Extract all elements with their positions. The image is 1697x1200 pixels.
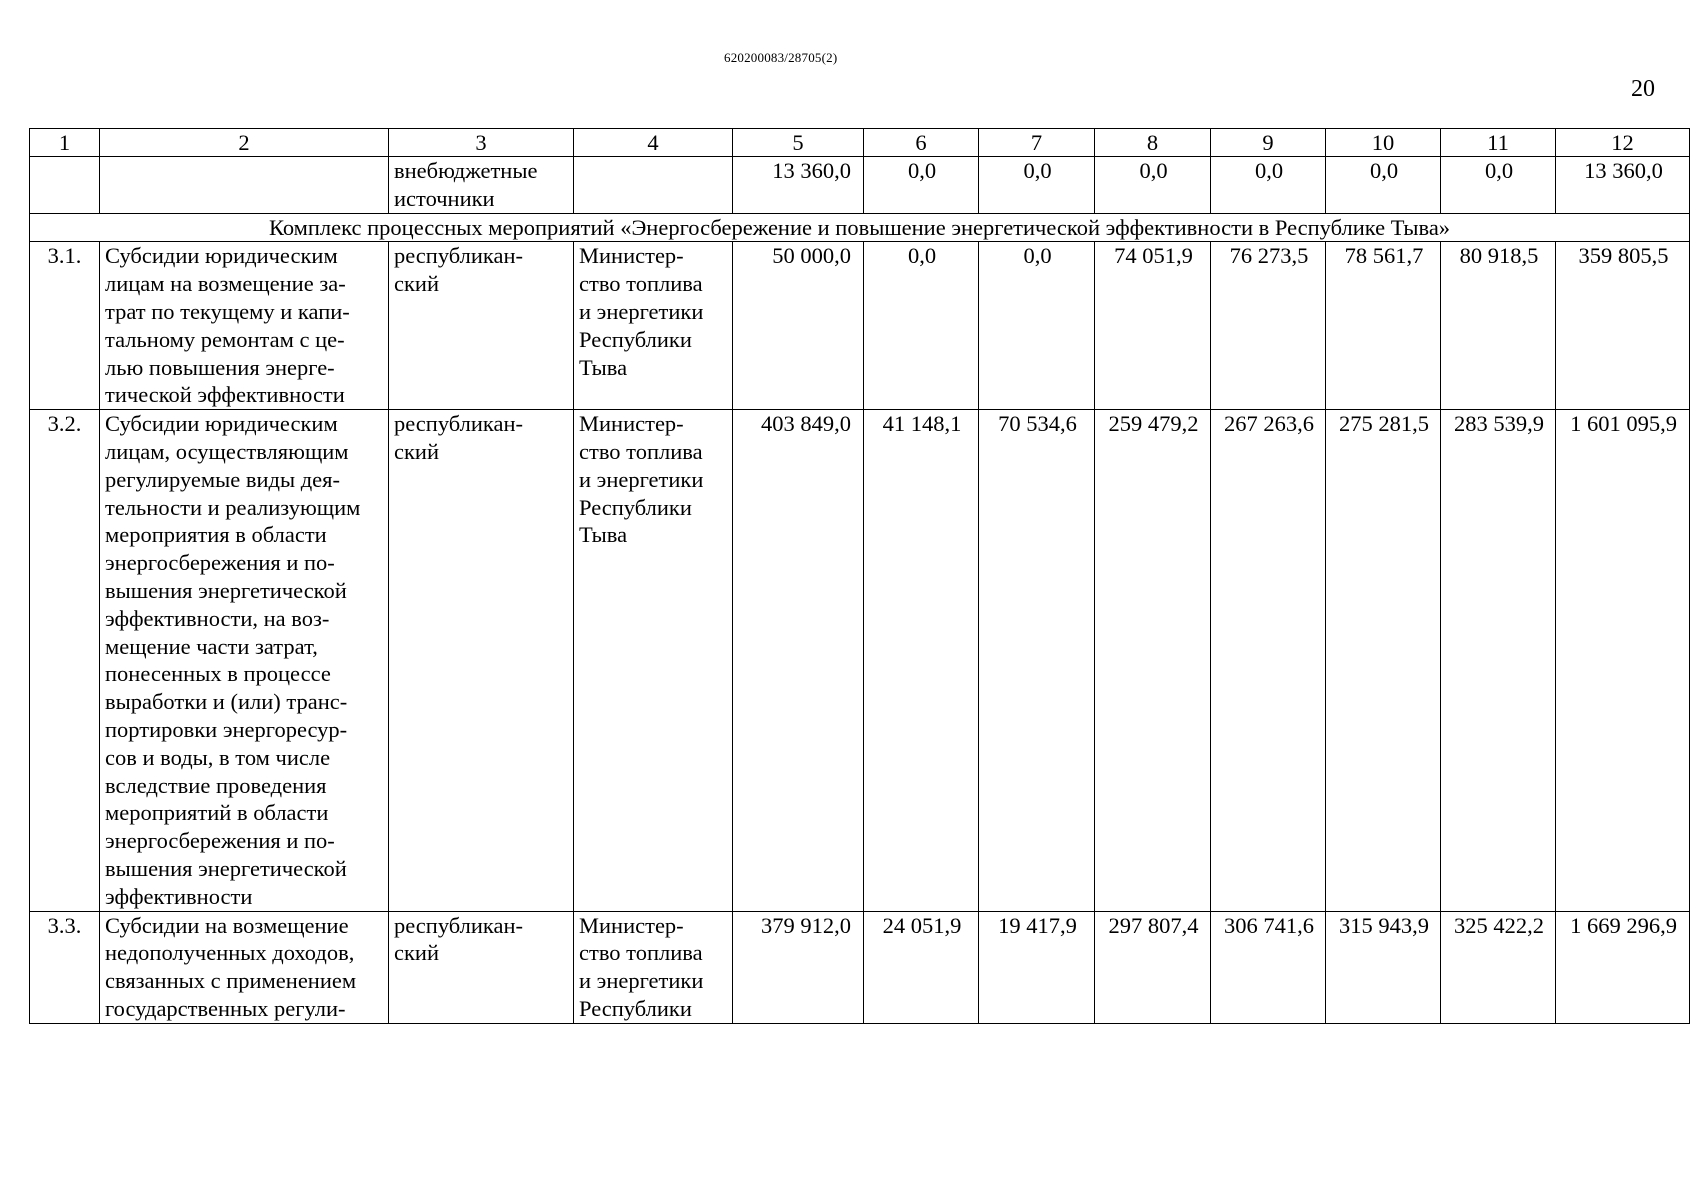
value-cell: 24 051,9 — [864, 911, 979, 1023]
table-row — [30, 157, 1690, 214]
value-cell: 403 849,0 — [733, 410, 864, 911]
value-cell: 13 360,0 — [1556, 157, 1690, 214]
activity-name-cell — [100, 157, 389, 214]
value-cell: 80 918,5 — [1441, 242, 1556, 410]
column-number: 12 — [1556, 129, 1690, 157]
value-cell: 70 534,6 — [979, 410, 1095, 911]
value-cell: 0,0 — [1326, 157, 1441, 214]
value-cell: 259 479,2 — [1095, 410, 1211, 911]
value-cell: 0,0 — [979, 242, 1095, 410]
column-number: 8 — [1095, 129, 1211, 157]
value-cell: 76 273,5 — [1211, 242, 1326, 410]
section-row — [30, 213, 1690, 242]
value-cell: 41 148,1 — [864, 410, 979, 911]
table-row — [30, 242, 1690, 410]
value-cell: 0,0 — [1095, 157, 1211, 214]
value-cell: 78 561,7 — [1326, 242, 1441, 410]
value-cell: 0,0 — [1211, 157, 1326, 214]
value-cell: 359 805,5 — [1556, 242, 1690, 410]
budget-table — [29, 128, 1690, 1024]
value-cell: 315 943,9 — [1326, 911, 1441, 1023]
value-cell: 306 741,6 — [1211, 911, 1326, 1023]
column-number: 2 — [100, 129, 389, 157]
value-cell: 297 807,4 — [1095, 911, 1211, 1023]
row-number-cell: 3.2. — [30, 410, 100, 911]
value-cell: 0,0 — [864, 157, 979, 214]
activity-name-cell: Субсидии на возмещение недополученных доходов, связанных с применением государственных регули- — [100, 911, 389, 1023]
funding-source-cell: республикан- ский — [389, 410, 574, 911]
funding-source-cell: республикан- ский — [389, 911, 574, 1023]
column-number: 11 — [1441, 129, 1556, 157]
column-number-row — [30, 129, 1690, 157]
value-cell: 0,0 — [979, 157, 1095, 214]
table-row — [30, 911, 1690, 1023]
table-row — [30, 410, 1690, 911]
value-cell: 267 263,6 — [1211, 410, 1326, 911]
section-title: Комплекс процессных мероприятий «Энергосбережение и повышение энергетической эффективности в Республике Тыва» — [30, 213, 1690, 242]
column-number: 9 — [1211, 129, 1326, 157]
column-number: 1 — [30, 129, 100, 157]
executor-cell — [574, 157, 733, 214]
value-cell: 74 051,9 — [1095, 242, 1211, 410]
row-number-cell: 3.3. — [30, 911, 100, 1023]
executor-cell: Министер- ство топлива и энергетики Республики Тыва — [574, 410, 733, 911]
funding-source-cell: внебюджетные источники — [389, 157, 574, 214]
value-cell: 379 912,0 — [733, 911, 864, 1023]
activity-name-cell: Субсидии юридическим лицам на возмещение за- трат по текущему и капи- тальному ремонтам с це- лью повышения энерге- тической эффективности — [100, 242, 389, 410]
value-cell: 19 417,9 — [979, 911, 1095, 1023]
column-number: 3 — [389, 129, 574, 157]
column-number: 10 — [1326, 129, 1441, 157]
document-id: 620200083/28705(2) — [724, 50, 838, 65]
column-number: 6 — [864, 129, 979, 157]
value-cell: 0,0 — [864, 242, 979, 410]
executor-cell: Министер- ство топлива и энергетики Республики Тыва — [574, 242, 733, 410]
value-cell: 325 422,2 — [1441, 911, 1556, 1023]
value-cell: 13 360,0 — [733, 157, 864, 214]
column-number: 5 — [733, 129, 864, 157]
column-number: 7 — [979, 129, 1095, 157]
value-cell: 283 539,9 — [1441, 410, 1556, 911]
column-number: 4 — [574, 129, 733, 157]
row-number-cell — [30, 157, 100, 214]
value-cell: 50 000,0 — [733, 242, 864, 410]
value-cell: 1 669 296,9 — [1556, 911, 1690, 1023]
activity-name-cell: Субсидии юридическим лицам, осуществляющим регулируемые виды дея- тельности и реализующим мероприятия в области энергосбережения и по- вышения энергетической эффективности, на воз- мещение части затрат, понесенных в процессе выработки и (или) транс- портировки энергоресур- сов и воды, в том числе вследствие проведения мероприятий в области энергосбережения и по- вышения энергетической эффективности — [100, 410, 389, 911]
value-cell: 275 281,5 — [1326, 410, 1441, 911]
row-number-cell: 3.1. — [30, 242, 100, 410]
value-cell: 1 601 095,9 — [1556, 410, 1690, 911]
page-number: 20 — [1631, 76, 1655, 102]
executor-cell: Министер- ство топлива и энергетики Республики — [574, 911, 733, 1023]
funding-source-cell: республикан- ский — [389, 242, 574, 410]
value-cell: 0,0 — [1441, 157, 1556, 214]
